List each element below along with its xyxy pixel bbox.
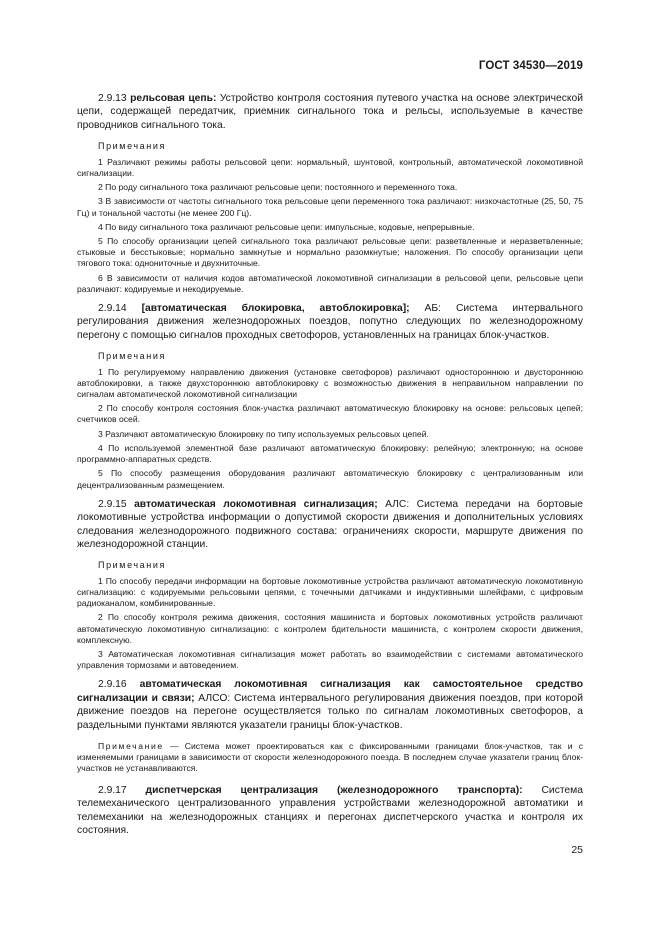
note-item: 6 В зависимости от наличия кодов автоматической локомотивной сигнализации в рельсовой цепи, рельсовые цепи различают: кодируемые и некодируемые.: [77, 272, 583, 294]
notes-heading: Примечания: [98, 351, 166, 362]
term-definition: АБ: Система интервального регулирования движения железнодорожных поездов, попутно следующих по железнодорожному перегону с помощью сигналов проходных светофоров, установленных на границах блок-участков.: [77, 302, 583, 341]
note-item: 3 Различают автоматическую блокировку по типу используемых рельсовых цепей.: [98, 428, 429, 439]
notes-heading: Примечания: [98, 141, 166, 152]
term-definition: Система телемеханического централизованного управления устройствами железнодорожной автоматики и телемеханики на железнодорожных станциях и перегонах диспетчерского участка и контроля их состояния.: [77, 784, 583, 836]
term-definition: Устройство контроля состояния путевого участка на основе электрической цепи, содержащей передатчик, приемник сигнального тока и рельсы, используемые в качестве проводников сигнального тока.: [77, 93, 583, 131]
term-title: автоматическая локомотивная сигнализация как самостоятельное средство сигнализации и связи;: [77, 679, 583, 704]
notes-2-9-14: [77, 351, 583, 491]
term-2-9-13: [77, 92, 583, 132]
term-2-9-16: [77, 678, 583, 732]
note-item: 1 Различают режимы работы рельсовой цепи: нормальный, шунтовой, контрольный, автоматической локомотивной сигнализации.: [77, 156, 583, 178]
term-number: 2.9.13: [98, 93, 127, 104]
term-2-9-15: [77, 498, 583, 552]
note-item: 4 По используемой элементной базе различают автоматическую блокировку: релейную; электронную; на основе программно-аппаратных средств.: [77, 442, 583, 465]
term-definition: АЛС: Система передачи на бортовые локомотивные устройства информации о допустимой скорости движения и дополнительных условиях следования железнодорожного подвижного состава: ограничениях скорости, маршруте движения по железнодорожной станции.: [77, 498, 583, 550]
note-text: — Система может проектироваться как с фиксированными границами блок-участков, так и с изменяемыми границами в зависимости от скорости железнодорожного поезда. В последнем случае указатели границ блок-участков не устанавливаются.: [77, 741, 583, 774]
note-item: 1 По регулируемому направлению движения (установке светофоров) различают одностороннюю и двустороннюю автоблокировки, а также двухстороннюю автоблокировку с возможностью движения в неправильном направлении по сигналам автоматической локомотивной сигнализации: [77, 366, 583, 400]
note-item: 5 По способу размещения оборудования различают автоматическую блокировку с централизованным или децентрализованным размещением.: [77, 468, 583, 490]
term-title: автоматическая локомотивная сигнализация;: [134, 498, 378, 510]
notes-2-9-13: [77, 141, 583, 295]
term-number: 2.9.15: [98, 498, 127, 510]
term-number: 2.9.17: [98, 784, 127, 796]
term-title: диспетчерская централизация (железнодорожного транспорта):: [145, 784, 523, 796]
single-note-2-9-16: [77, 741, 583, 775]
page-content: [77, 92, 583, 846]
note-item: 3 Автоматическая локомотивная сигнализация может работать во взаимодействии с системами автоматического управления тормозами и автоведением.: [77, 649, 583, 671]
term-title: рельсовая цепь:: [130, 93, 217, 104]
term-number: 2.9.14: [98, 302, 127, 314]
term-2-9-17: [77, 784, 583, 838]
term-title: [автоматическая блокировка, автоблокировка];: [141, 302, 410, 314]
note-item: 2 По роду сигнального тока различают рельсовые цепи: постоянного и переменного тока.: [98, 182, 458, 193]
note-item: 5 По способу организации цепей сигнального тока различают рельсовые цепи: разветвленные и неразветвленные; стыковые и бесстыковые; нормально замкнутые и нормально разомкнутые; наложения. По способу организации цепи тягового тока: однониточные и двухниточные.: [77, 235, 583, 269]
note-item: 2 По способу контроля состояния блок-участка различают автоматическую блокировку на основе: рельсовых цепей; счетчиков осей.: [77, 403, 583, 425]
note-label: Примечание: [98, 741, 164, 752]
document-number: ГОСТ 34530—2019: [478, 60, 583, 72]
note-item: 1 По способу передачи информации на бортовые локомотивные устройства различают автоматическую локомотивную сигнализацию: с кодируемыми рельсовыми цепями, с точечными датчиками и индуктивными шлейфами, с цифровым радиоканалом, комбинированные.: [77, 575, 583, 609]
note-item: 2 По способу контроля режима движения, состояния машиниста и бортовых локомотивных устройств различают автоматическую локомотивную сигнализацию: с контролем бдительности машиниста, с контролем скорости движения, комплексную.: [77, 612, 583, 645]
page-number: 25: [571, 844, 583, 856]
term-2-9-14: [77, 302, 583, 342]
term-number: 2.9.16: [98, 679, 127, 691]
note-item: 4 По виду сигнального тока различают рельсовые цепи: импульсные, кодовые, непрерывные.: [98, 221, 475, 232]
notes-heading: Примечания: [98, 560, 166, 571]
term-definition: АЛСО: Система интервального регулирования движения поездов, при которой движение поездов на перегоне осуществляется только по сигналам локомотивных светофоров, а раздельными пунктами являются указатели границы блок-участков.: [77, 692, 583, 731]
note-item: 3 В зависимости от частоты сигнального тока рельсовые цепи переменного тока различают: низкочастотные (25, 50, 75 Гц) и тональной частоты (не менее 200 Гц).: [77, 196, 583, 218]
notes-2-9-15: [77, 560, 583, 671]
